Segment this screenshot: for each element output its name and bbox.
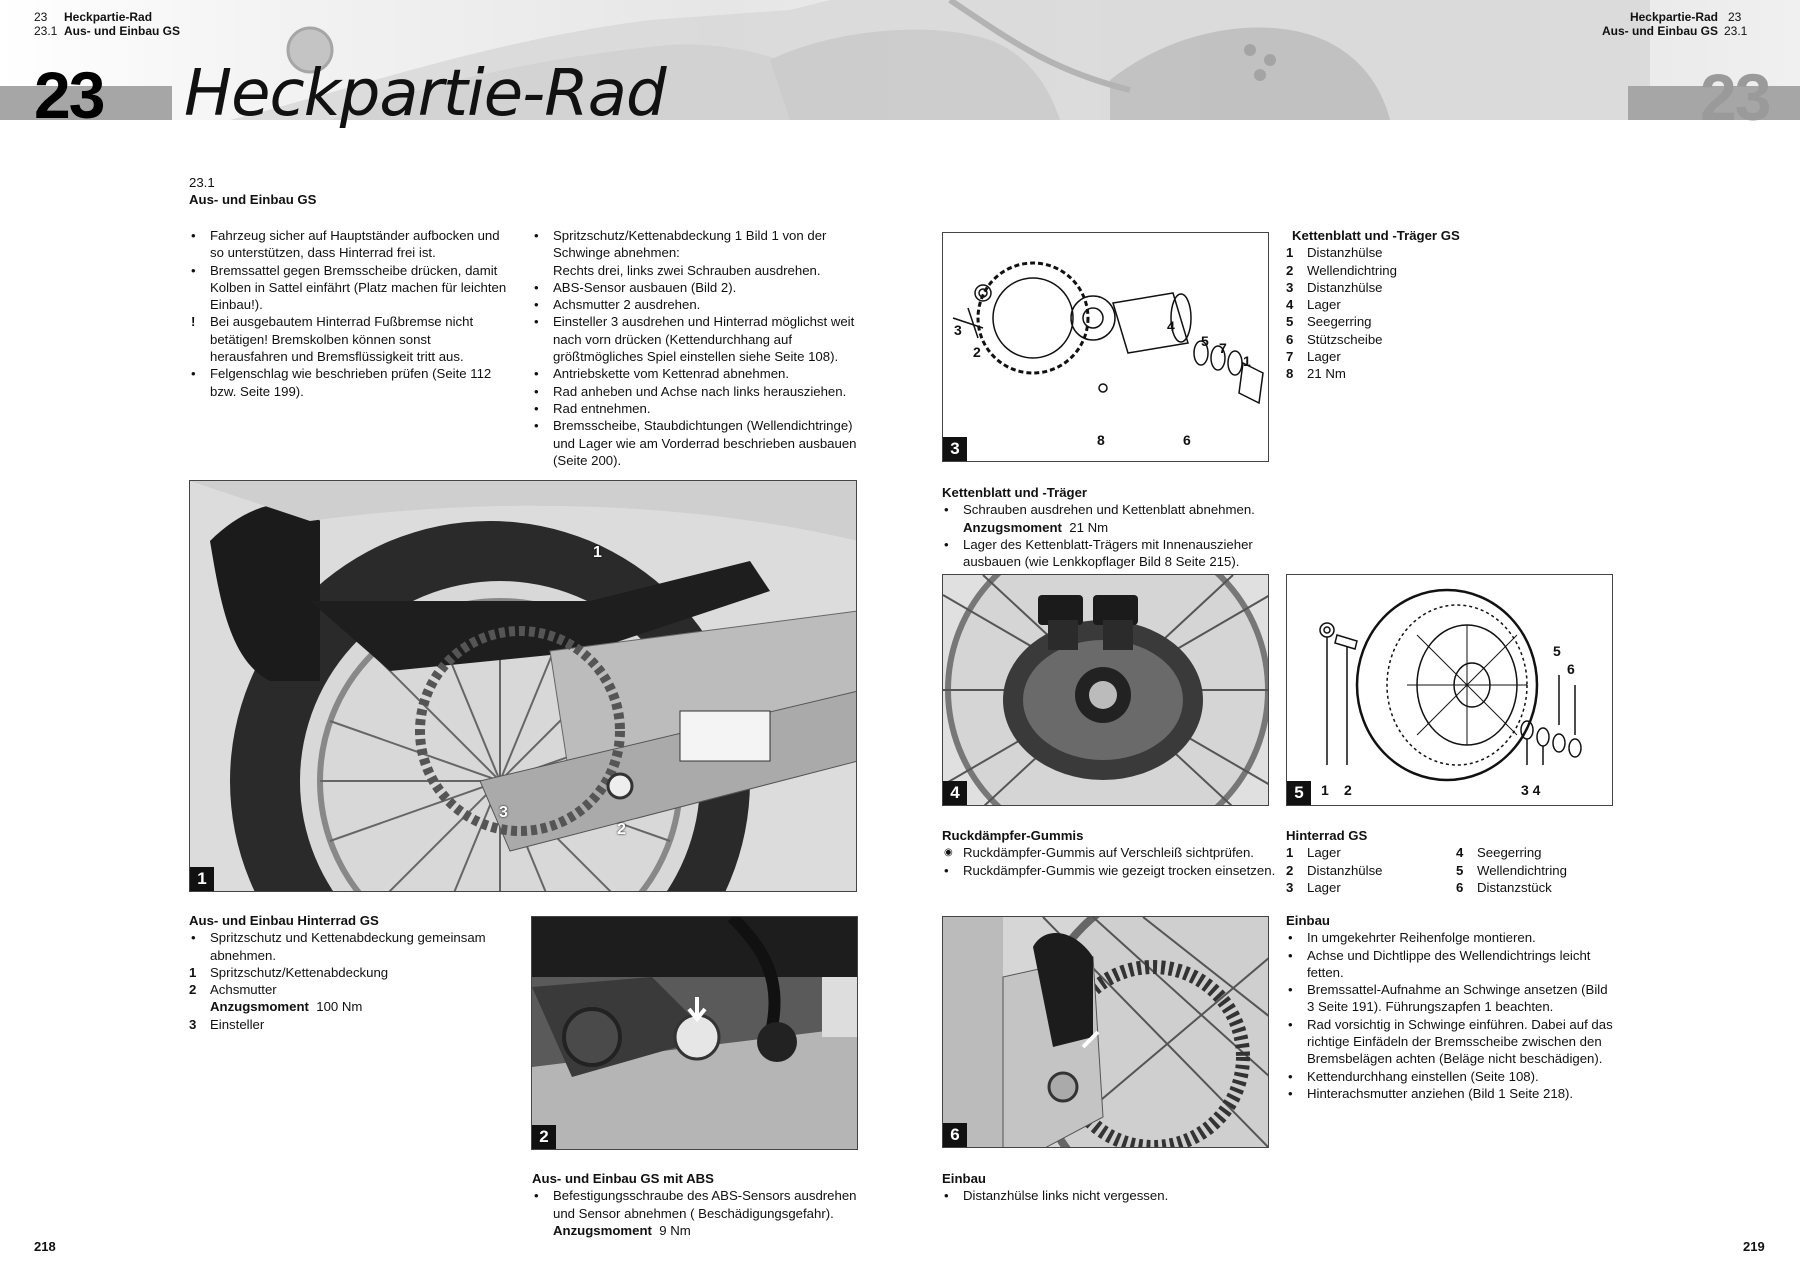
running-header-title: Heckpartie-Rad bbox=[64, 10, 153, 24]
item-number: 5 bbox=[1456, 862, 1464, 878]
step: • Einsteller 3 ausdrehen und Hinterrad möglichst weit nach vorn drücken (Kettendurchhang auf größtmögliches Spiel einstellen siehe Seite 108). bbox=[532, 313, 862, 365]
caption-figure-3 bbox=[1286, 227, 1486, 383]
step: • Bremsscheibe, Staubdichtungen (Wellendichtringe) und Lager wie am Vorderrad beschrieben ausbauen (Seite 200). bbox=[532, 417, 862, 469]
torque-value: 21 Nm bbox=[1069, 519, 1109, 535]
steps-list-2 bbox=[532, 227, 862, 469]
diagram-label: 3 4 bbox=[1521, 782, 1541, 798]
item-number: 3 bbox=[1286, 279, 1294, 295]
step: • Antriebskette vom Kettenrad abnehmen. bbox=[532, 365, 862, 382]
item-number: 7 bbox=[1286, 349, 1294, 365]
item-text: Distanzhülse bbox=[1307, 245, 1383, 261]
caption-figure-2 bbox=[532, 1170, 862, 1239]
diagram-label: 5 bbox=[1553, 643, 1561, 659]
item-text: Lager bbox=[1307, 879, 1341, 895]
section-subtitle: Ruckdämpfer-Gummis bbox=[942, 828, 1084, 843]
page-number-right: 219 bbox=[1743, 1239, 1765, 1254]
callout-3: 3 bbox=[499, 804, 508, 821]
einbau-note bbox=[942, 1170, 1277, 1205]
caption-figure-1 bbox=[189, 912, 509, 1033]
item-text: Seegerring bbox=[1477, 845, 1542, 861]
item-number: 2 bbox=[1286, 262, 1294, 278]
inspect-bullet: ◉ Ruckdämpfer-Gummis auf Verschleiß sichtprüfen. bbox=[942, 844, 1277, 861]
running-header-subnum: 23.1 bbox=[1724, 24, 1748, 38]
einbau-section bbox=[1286, 912, 1616, 1102]
figure-5-exploded-diagram bbox=[1286, 574, 1613, 806]
diagram-label: 2 bbox=[973, 344, 981, 360]
item-text: 21 Nm bbox=[1307, 366, 1346, 382]
section-subtitle: Hinterrad GS bbox=[1286, 828, 1368, 843]
figure-3-exploded-diagram bbox=[942, 232, 1269, 462]
item-text: Einsteller bbox=[210, 1016, 265, 1032]
torque-value: 9 Nm bbox=[659, 1222, 691, 1238]
figure-2-photo bbox=[531, 916, 858, 1150]
step-continuation: Rechts drei, links zwei Schrauben ausdrehen. bbox=[553, 262, 821, 278]
step: • Fahrzeug sicher auf Hauptständer aufbocken und so unterstützen, dass Hinterrad frei ist. bbox=[189, 227, 509, 262]
chapter-title: Heckpartie-Rad bbox=[184, 57, 666, 131]
item-number: 1 bbox=[189, 964, 197, 980]
running-header-title: Heckpartie-Rad bbox=[1629, 10, 1718, 24]
section-subtitle: Kettenblatt und -Träger bbox=[942, 485, 1088, 500]
torque-label: Anzugsmoment bbox=[210, 999, 309, 1015]
step: • Rad anheben und Achse nach links herausziehen. bbox=[532, 383, 862, 400]
figure-tag: 3 bbox=[943, 437, 967, 461]
step: • Felgenschlag wie beschrieben prüfen (Seite 112 bzw. Seite 199). bbox=[189, 365, 509, 400]
item-text: Lager bbox=[1307, 845, 1341, 861]
diagram-label: 1 bbox=[1243, 353, 1251, 369]
step: • ABS-Sensor ausbauen (Bild 2). bbox=[532, 279, 862, 296]
step: • Spritzschutz/Kettenabdeckung 1 Bild 1 von der Schwinge abnehmen: bbox=[532, 227, 862, 262]
item-number: 1 bbox=[1286, 245, 1294, 261]
item-text: Lager bbox=[1307, 349, 1341, 365]
bullet: • Achse und Dichtlippe des Wellendichtrings leicht fetten. bbox=[1286, 947, 1616, 982]
caption-bullet: • Spritzschutz und Kettenabdeckung gemeinsam abnehmen. bbox=[189, 929, 509, 964]
kettenblatt-section bbox=[942, 484, 1277, 570]
section-number: 23.1 bbox=[189, 175, 215, 190]
item-number: 1 bbox=[1286, 845, 1294, 861]
figure-tag: 4 bbox=[943, 781, 967, 805]
torque-label: Anzugsmoment bbox=[963, 519, 1062, 535]
bullet: • Distanzhülse links nicht vergessen. bbox=[942, 1187, 1277, 1204]
bullet: • In umgekehrter Reihenfolge montieren. bbox=[1286, 929, 1616, 946]
item-text: Distanzhülse bbox=[1307, 862, 1383, 878]
item-text: Distanzhülse bbox=[1307, 279, 1383, 295]
ruckdaempfer-section bbox=[942, 827, 1277, 879]
chapter-number-right: 23 bbox=[1700, 60, 1770, 134]
hinterrad-legend bbox=[1286, 827, 1616, 896]
section-heading bbox=[189, 174, 316, 209]
section-subtitle: Einbau bbox=[1286, 913, 1330, 928]
diagram-label: 6 bbox=[1567, 661, 1575, 677]
bullet: • Rad vorsichtig in Schwinge einführen. Dabei auf das richtige Einfädeln der Bremsscheibe zwischen den Bremsbelägen achten (Beläge nicht beschädigen). bbox=[1286, 1016, 1616, 1068]
bullet: • Ruckdämpfer-Gummis wie gezeigt trocken einsetzen. bbox=[942, 862, 1277, 879]
item-number: 4 bbox=[1286, 297, 1294, 313]
item-number: 3 bbox=[189, 1016, 197, 1032]
bullet: • Kettendurchhang einstellen (Seite 108). bbox=[1286, 1068, 1616, 1085]
figure-tag: 6 bbox=[943, 1123, 967, 1147]
item-number: 6 bbox=[1286, 331, 1294, 347]
bullet: • Lager des Kettenblatt-Trägers mit Innenauszieher ausbauen (wie Lenkkopflager Bild 8 Seite 215). bbox=[942, 536, 1277, 571]
diagram-label: 6 bbox=[1183, 432, 1191, 448]
item-text: Distanzstück bbox=[1477, 879, 1552, 895]
item-number: 2 bbox=[189, 982, 197, 998]
running-header-left bbox=[34, 10, 180, 38]
item-text: Lager bbox=[1307, 297, 1341, 313]
item-number: 8 bbox=[1286, 366, 1294, 382]
figure-tag: 1 bbox=[190, 867, 214, 891]
running-header-num: 23 bbox=[1728, 10, 1742, 24]
figure-tag: 5 bbox=[1287, 781, 1311, 805]
torque-label: Anzugsmoment bbox=[553, 1222, 652, 1238]
diagram-label: 3 bbox=[954, 322, 962, 338]
figure-1-photo bbox=[189, 480, 857, 892]
diagram-label: 4 bbox=[1167, 318, 1175, 334]
item-text: Achsmutter bbox=[210, 982, 277, 998]
item-number: 2 bbox=[1286, 862, 1294, 878]
chapter-number: 23 bbox=[34, 58, 104, 132]
page-number-left: 218 bbox=[34, 1239, 56, 1254]
diagram-label: 5 bbox=[1201, 333, 1209, 349]
bullet: • Bremssattel-Aufnahme an Schwinge ansetzen (Bild 3 Seite 191). Führungszapfen 1 beachten. bbox=[1286, 981, 1616, 1016]
step: • Bremssattel gegen Bremsscheibe drücken, damit Kolben in Sattel einfährt (Platz machen für leichten Einbau!). bbox=[189, 262, 509, 314]
running-header-right bbox=[1602, 10, 1748, 38]
item-text: Spritzschutz/Kettenabdeckung bbox=[210, 964, 389, 980]
caption-bullet: • Befestigungsschraube des ABS-Sensors ausdrehen und Sensor abnehmen ( Beschädigungsgefahr). bbox=[532, 1187, 862, 1222]
step: • Achsmutter 2 ausdrehen. bbox=[532, 296, 862, 313]
bullet: • Schrauben ausdrehen und Kettenblatt abnehmen. bbox=[942, 501, 1277, 518]
bullet: • Hinterachsmutter anziehen (Bild 1 Seite 218). bbox=[1286, 1085, 1616, 1102]
figure-6-photo bbox=[942, 916, 1269, 1148]
item-text: Wellendichtring bbox=[1307, 262, 1397, 278]
running-header-subnum: 23.1 bbox=[34, 24, 58, 38]
item-text: Stützscheibe bbox=[1307, 331, 1383, 347]
item-number: 4 bbox=[1456, 845, 1464, 861]
diagram-label: 1 bbox=[1321, 782, 1329, 798]
torque-value: 100 Nm bbox=[316, 999, 363, 1015]
caption-title: Kettenblatt und -Träger GS bbox=[1292, 228, 1460, 243]
caption-title: Aus- und Einbau Hinterrad GS bbox=[189, 913, 379, 928]
diagram-label: 2 bbox=[1344, 782, 1352, 798]
item-number: 6 bbox=[1456, 879, 1464, 895]
steps-list-1 bbox=[189, 227, 509, 400]
figure-4-photo bbox=[942, 574, 1269, 806]
running-header-subtitle: Aus- und Einbau GS bbox=[64, 24, 180, 38]
item-number: 5 bbox=[1286, 314, 1294, 330]
callout-2: 2 bbox=[617, 821, 626, 838]
section-title: Aus- und Einbau GS bbox=[189, 192, 317, 208]
item-number: 3 bbox=[1286, 879, 1294, 895]
figure-tag: 2 bbox=[532, 1125, 556, 1149]
running-header-subtitle: Aus- und Einbau GS bbox=[1602, 24, 1718, 38]
item-text: Seegerring bbox=[1307, 314, 1372, 330]
warning-step: ! Bei ausgebautem Hinterrad Fußbremse nicht betätigen! Bremskolben können sonst herausfahren und Bremsflüssigkeit tritt aus. bbox=[189, 313, 509, 365]
section-subtitle: Einbau bbox=[942, 1171, 986, 1186]
diagram-label: 7 bbox=[1219, 340, 1227, 356]
step: • Rad entnehmen. bbox=[532, 400, 862, 417]
diagram-label: 8 bbox=[1097, 432, 1105, 448]
callout-1: 1 bbox=[593, 544, 602, 561]
caption-title: Aus- und Einbau GS mit ABS bbox=[532, 1171, 714, 1186]
running-header-num: 23 bbox=[34, 10, 48, 24]
item-text: Wellendichtring bbox=[1477, 862, 1567, 878]
